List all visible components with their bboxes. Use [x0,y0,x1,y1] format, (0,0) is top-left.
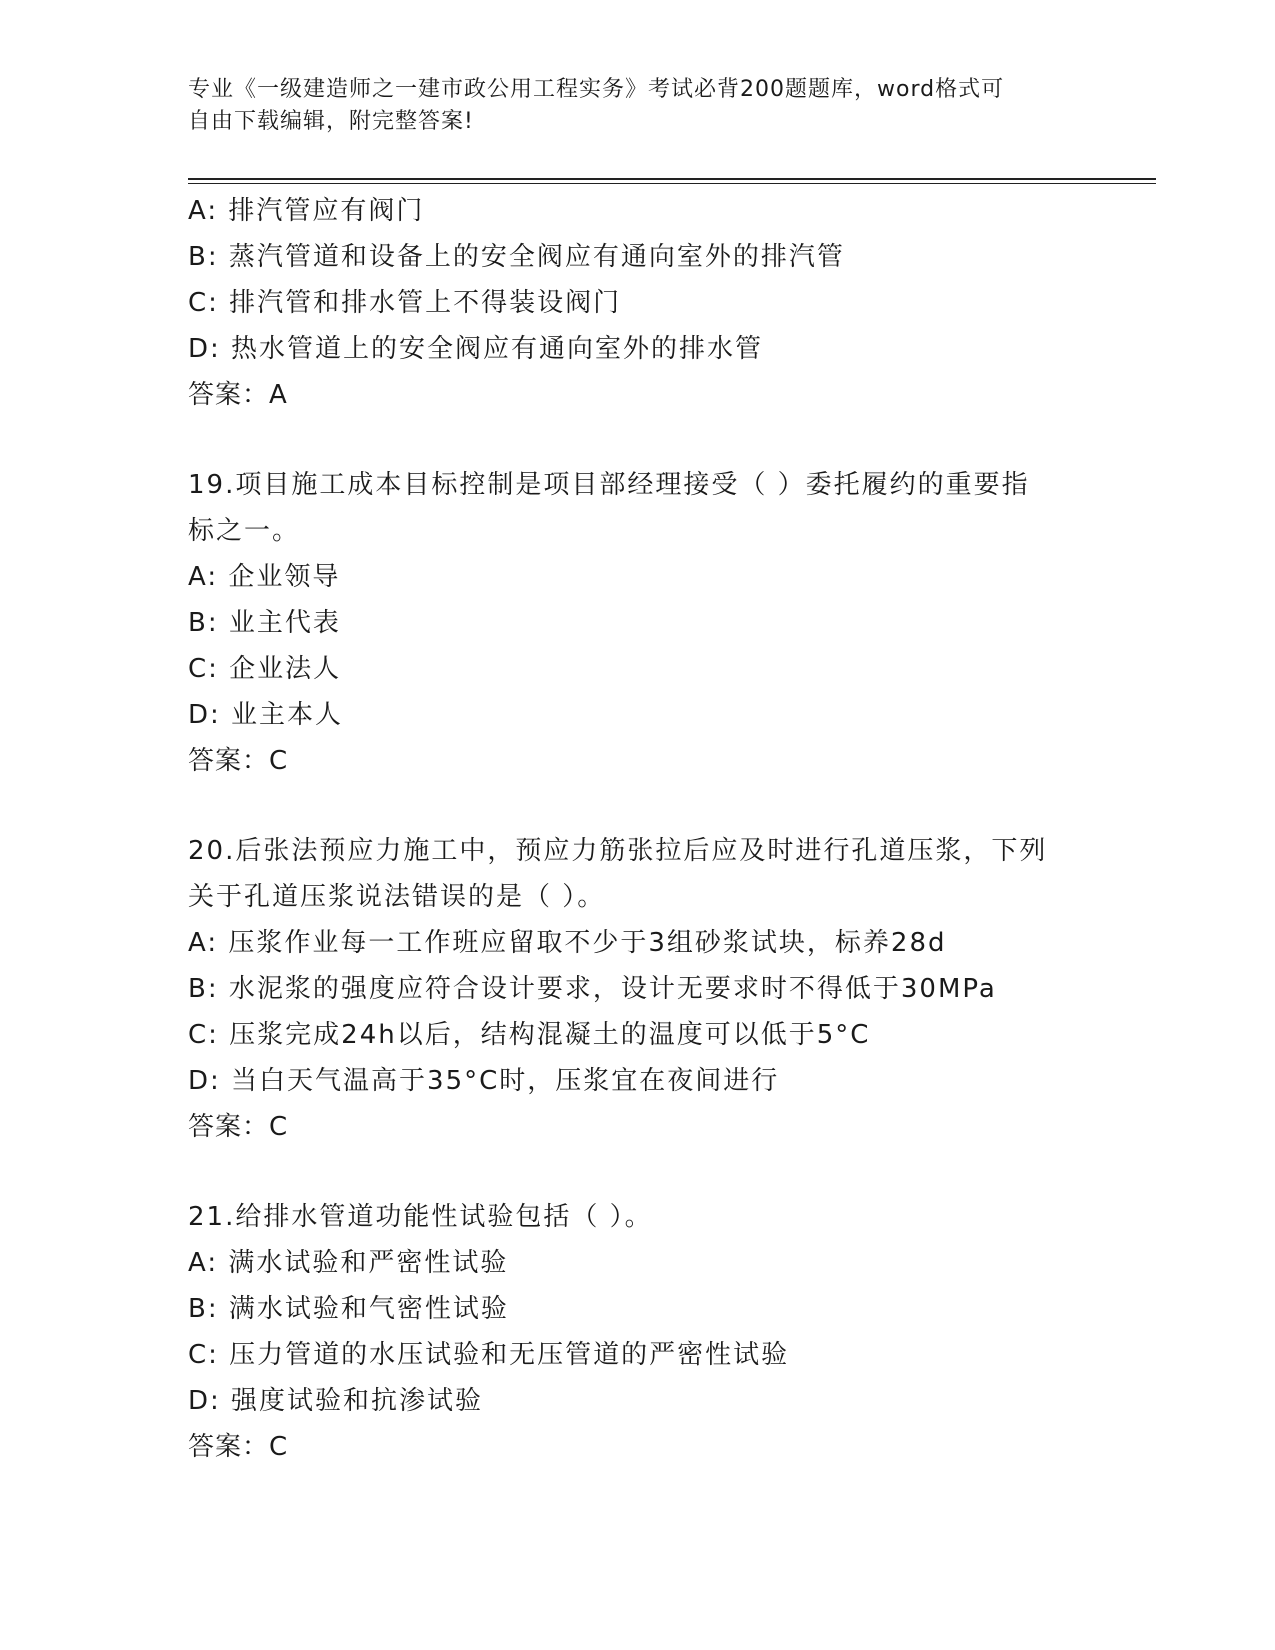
question-21 [188,1194,1108,1470]
option-b: B: 满水试验和气密性试验 [188,1294,509,1324]
question-stem: 19.项目施工成本目标控制是项目部经理接受（ ）委托履约的重要指 [188,470,1030,500]
option-a: A: 排汽管应有阀门 [188,196,425,226]
option-b: B: 水泥浆的强度应符合设计要求，设计无要求时不得低于30MPa [188,974,997,1004]
option-a: A: 压浆作业每一工作班应留取不少于3组砂浆试块，标养28d [188,928,947,958]
option-c: C: 企业法人 [188,654,342,684]
question-stem: 21.给排水管道功能性试验包括（ ）。 [188,1202,653,1232]
question-19 [188,462,1108,784]
answer: 答案：A [188,380,288,410]
header-divider-thin [188,183,1156,184]
answer: 答案：C [188,1112,289,1142]
option-c: C: 压力管道的水压试验和无压管道的严密性试验 [188,1340,790,1370]
question-20 [188,828,1108,1150]
header-divider-thick [188,178,1156,180]
option-a: A: 企业领导 [188,562,341,592]
question-content [188,188,1108,1470]
document-header [188,74,1068,138]
header-line-2: 自由下载编辑，附完整答案! [188,109,474,134]
question-stem: 20.后张法预应力施工中，预应力筋张拉后应及时进行孔道压浆，下列 [188,836,1048,866]
answer: 答案：C [188,746,289,776]
option-b: B: 蒸汽管道和设备上的安全阀应有通向室外的排汽管 [188,242,845,272]
question-18 [188,188,1108,418]
option-d: D: 当白天气温高于35°C时，压浆宜在夜间进行 [188,1066,780,1096]
option-d: D: 强度试验和抗渗试验 [188,1386,484,1416]
option-b: B: 业主代表 [188,608,341,638]
answer: 答案：C [188,1432,289,1462]
option-c: C: 排汽管和排水管上不得装设阀门 [188,288,622,318]
option-c: C: 压浆完成24h以后，结构混凝土的温度可以低于5°C [188,1020,871,1050]
option-d: D: 业主本人 [188,700,344,730]
question-stem-continued: 标之一。 [188,516,301,546]
option-a: A: 满水试验和严密性试验 [188,1248,509,1278]
option-d: D: 热水管道上的安全阀应有通向室外的排水管 [188,334,764,364]
header-line-1: 专业《一级建造师之一建市政公用工程实务》考试必背200题题库，word格式可 [188,77,1005,102]
question-stem-continued: 关于孔道压浆说法错误的是（ ）。 [188,882,606,912]
